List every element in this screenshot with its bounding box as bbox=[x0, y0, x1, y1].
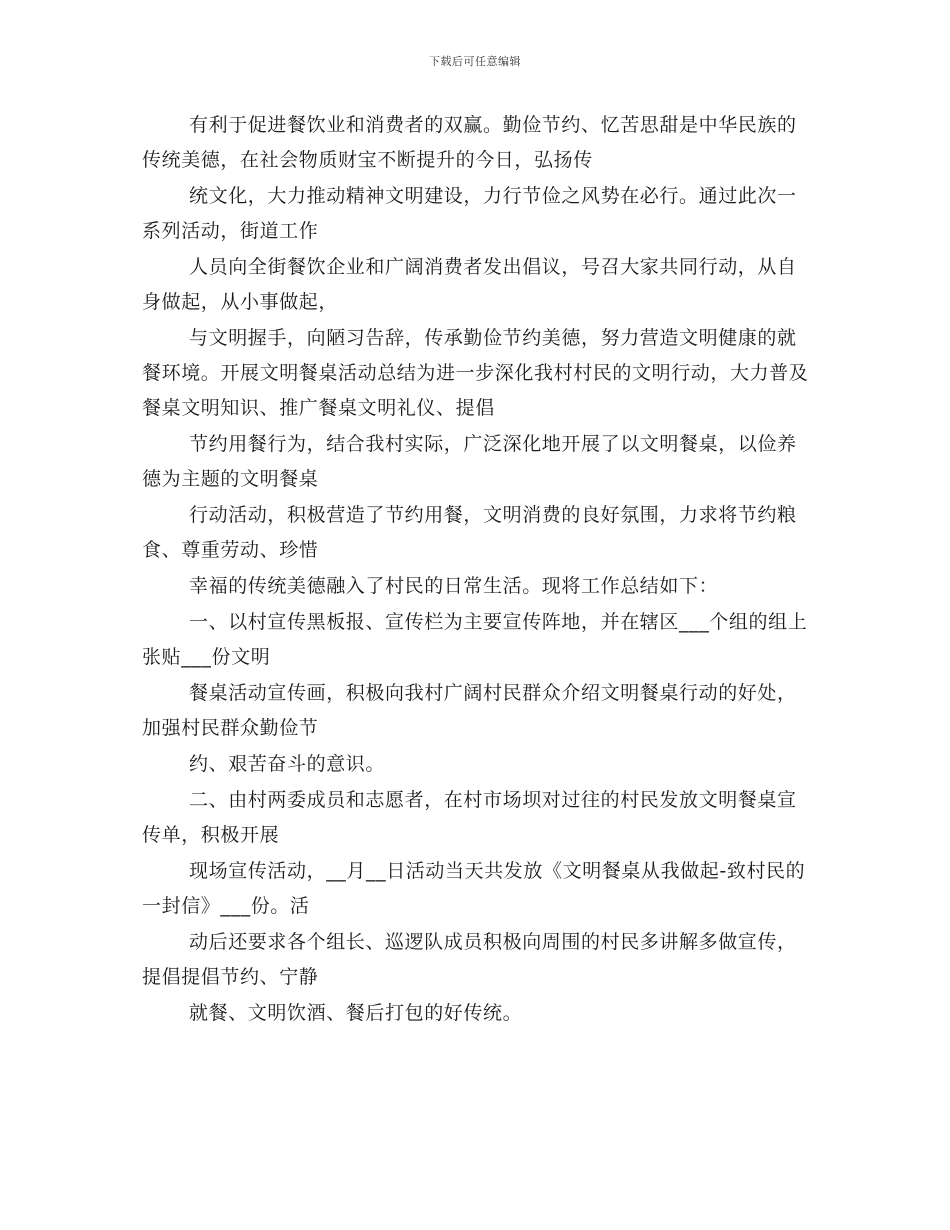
paragraph: 约、艰苦奋斗的意识。 bbox=[189, 753, 386, 775]
paragraph: 与文明握手，向陋习告辞，传承勤俭节约美德，努力营造文明健康的就餐环境。开展文明餐桌活动总结为进一步深化我村村民的文明行动，大力普及餐桌文明知识、推广餐桌文明礼仪、提倡 bbox=[142, 327, 809, 419]
paragraph: 行动活动，积极营造了节约用餐，文明消费的良好氛围，力求将节约粮食、尊重劳动、珍惜 bbox=[142, 504, 797, 561]
paragraph: 二、由村两委成员和志愿者，在村市场坝对过往的村民发放文明餐桌宣传单，积极开展 bbox=[142, 789, 797, 846]
paragraph: 餐桌活动宣传画，积极向我村广阔村民群众介绍文明餐桌行动的好处，加强村民群众勤俭节 bbox=[142, 682, 797, 739]
paragraph: 节约用餐行为，结合我村实际，广泛深化地开展了以文明餐桌，以俭养德为主题的文明餐桌 bbox=[142, 433, 797, 490]
paragraph: 现场宣传活动，__月__日活动当天共发放《文明餐桌从我做起-致村民的一封信》___份。活 bbox=[142, 860, 806, 917]
paragraph: 有利于促进餐饮业和消费者的双赢。勤俭节约、忆苦思甜是中华民族的传统美德，在社会物质财宝不断提升的今日，弘扬传 bbox=[142, 114, 797, 171]
page-header: 下载后可任意编辑 bbox=[429, 55, 521, 68]
document-body bbox=[142, 108, 812, 1032]
paragraph: 统文化，大力推动精神文明建设，力行节俭之风势在必行。通过此次一系列活动，街道工作 bbox=[142, 185, 797, 242]
paragraph: 动后还要求各个组长、巡逻队成员积极向周围的村民多讲解多做宣传，提倡提倡节约、宁静 bbox=[142, 931, 797, 988]
paragraph: 就餐、文明饮酒、餐后打包的好传统。 bbox=[189, 1002, 523, 1024]
paragraph: 幸福的传统美德融入了村民的日常生活。现将工作总结如下： bbox=[189, 575, 719, 597]
paragraph: 一、以村宣传黑板报、宣传栏为主要宣传阵地，并在辖区___个组的组上张贴___份文明 bbox=[142, 611, 808, 668]
paragraph: 人员向全街餐饮企业和广阔消费者发出倡议，号召大家共同行动，从自身做起，从小事做起， bbox=[142, 256, 797, 313]
